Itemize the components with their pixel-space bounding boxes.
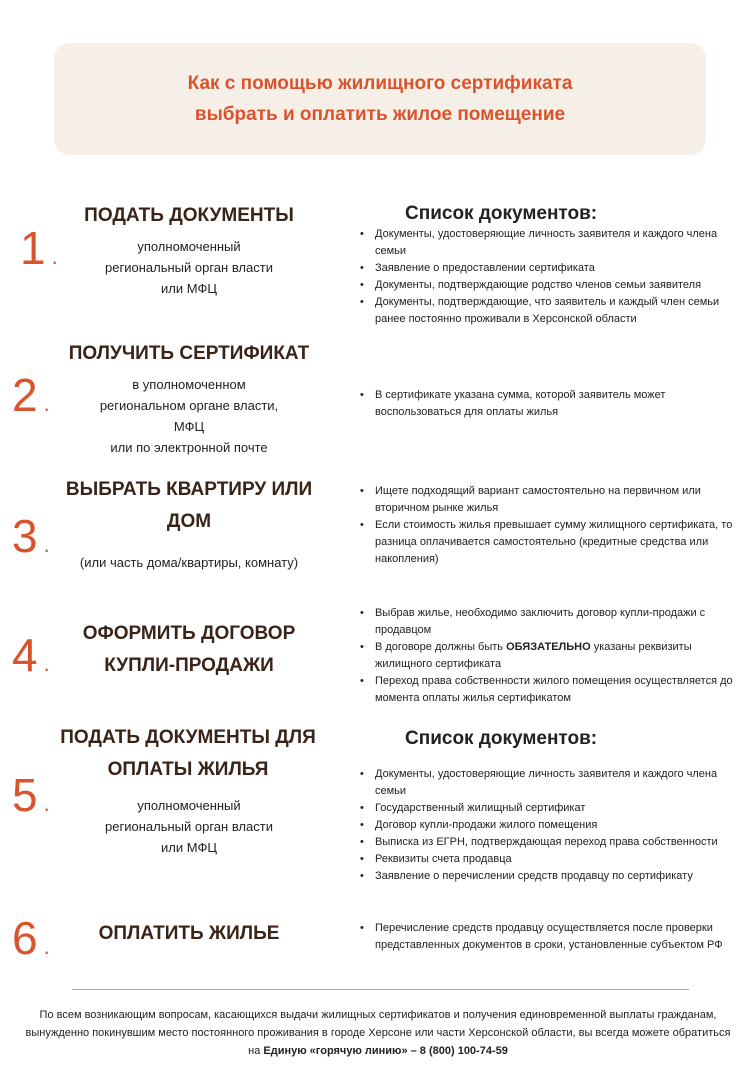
list-item: • Выписка из ЕГРН, подтверждающая переход права собственности	[360, 834, 745, 851]
list-item: • В договоре должны быть ОБЯЗАТЕЛЬНО указаны реквизиты жилищного сертификата	[360, 639, 745, 673]
list-item: • Документы, подтверждающие, что заявитель и каждый член семьи ранее постоянно проживали в Херсонской области	[360, 294, 745, 328]
step-subtitle: уполномоченный региональный орган власти или МФЦ	[105, 798, 273, 855]
step-number: 4 .	[12, 629, 50, 681]
step-subtitle: уполномоченный региональный орган власти или МФЦ	[105, 239, 273, 296]
step-title: ПОЛУЧИТЬ СЕРТИФИКАТ	[68, 343, 310, 364]
list-item: • Документы, подтверждающие родство членов семьи заявителя	[360, 277, 745, 294]
bullet-list	[360, 766, 745, 885]
list-item: • Документы, удостоверяющие личность заявителя и каждого члена семьи	[360, 226, 745, 260]
list-item: • Переход права собственности жилого помещения осуществляется до момента оплаты жилья сертификатом	[360, 673, 745, 707]
step-title: ОФОРМИТЬ ДОГОВОР КУПЛИ-ПРОДАЖИ	[82, 623, 296, 676]
bullet-list	[360, 226, 745, 328]
list-item: • В сертификате указана сумма, которой заявитель может воспользоваться для оплаты жилья	[360, 387, 745, 421]
step-number: 1 .	[20, 222, 58, 274]
step-title: ВЫБРАТЬ КВАРТИРУ ИЛИ ДОМ	[65, 479, 313, 532]
step-number: 6 .	[12, 912, 50, 964]
bullet-list	[360, 605, 745, 707]
documents-list-heading: Список документов:	[405, 203, 598, 224]
step-number: 2 .	[12, 369, 50, 421]
step-title: ОПЛАТИТЬ ЖИЛЬЕ	[98, 923, 280, 944]
bullet-list	[360, 387, 745, 421]
step-title: ПОДАТЬ ДОКУМЕНТЫ ДЛЯ ОПЛАТЫ ЖИЛЬЯ	[60, 727, 316, 780]
list-item: • Заявление о перечислении средств продавцу по сертификату	[360, 868, 745, 885]
step-subtitle: (или часть дома/квартиры, комнату)	[79, 555, 299, 570]
header-banner	[54, 43, 706, 155]
step-title: ПОДАТЬ ДОКУМЕНТЫ	[84, 205, 294, 226]
list-item: • Если стоимость жилья превышает сумму жилищного сертификата, то разница оплачивается самостоятельно (кредитные средства или накопления)	[360, 517, 745, 568]
step-subtitle: в уполномоченном региональном органе власти, МФЦ или по электронной почте	[99, 377, 279, 455]
step-number: 5 .	[12, 769, 50, 821]
list-item: • Выбрав жилье, необходимо заключить договор купли-продажи с продавцом	[360, 605, 745, 639]
page-title: Как с помощью жилищного сертификата выбрать и оплатить жилое помещение	[187, 73, 573, 125]
list-item: • Перечисление средств продавцу осуществляется после проверки представленных документов в сроки, установленные субъектом РФ	[360, 920, 745, 954]
footer-note: По всем возникающим вопросам, касающихся выдачи жилищных сертификатов и получения единовременной выплаты гражданам, вынужденно покинувшим место постоянного проживания в городе Херсоне или части Херсонской области, вы всегда можете обратиться на Единую «горячую линию» – 8 (800) 100-74-59	[25, 1009, 731, 1057]
footer-divider	[72, 989, 689, 990]
list-item: • Государственный жилищный сертификат	[360, 800, 745, 817]
list-item: • Реквизиты счета продавца	[360, 851, 745, 868]
documents-list-heading: Список документов:	[405, 728, 598, 749]
list-item: • Договор купли-продажи жилого помещения	[360, 817, 745, 834]
bullet-list	[360, 920, 745, 954]
list-item: • Заявление о предоставлении сертификата	[360, 260, 745, 277]
step-number: 3 .	[12, 510, 50, 562]
list-item: • Документы, удостоверяющие личность заявителя и каждого члена семьи	[360, 766, 745, 800]
bullet-list	[360, 483, 745, 568]
list-item: • Ищете подходящий вариант самостоятельно на первичном или вторичном рынке жилья	[360, 483, 745, 517]
